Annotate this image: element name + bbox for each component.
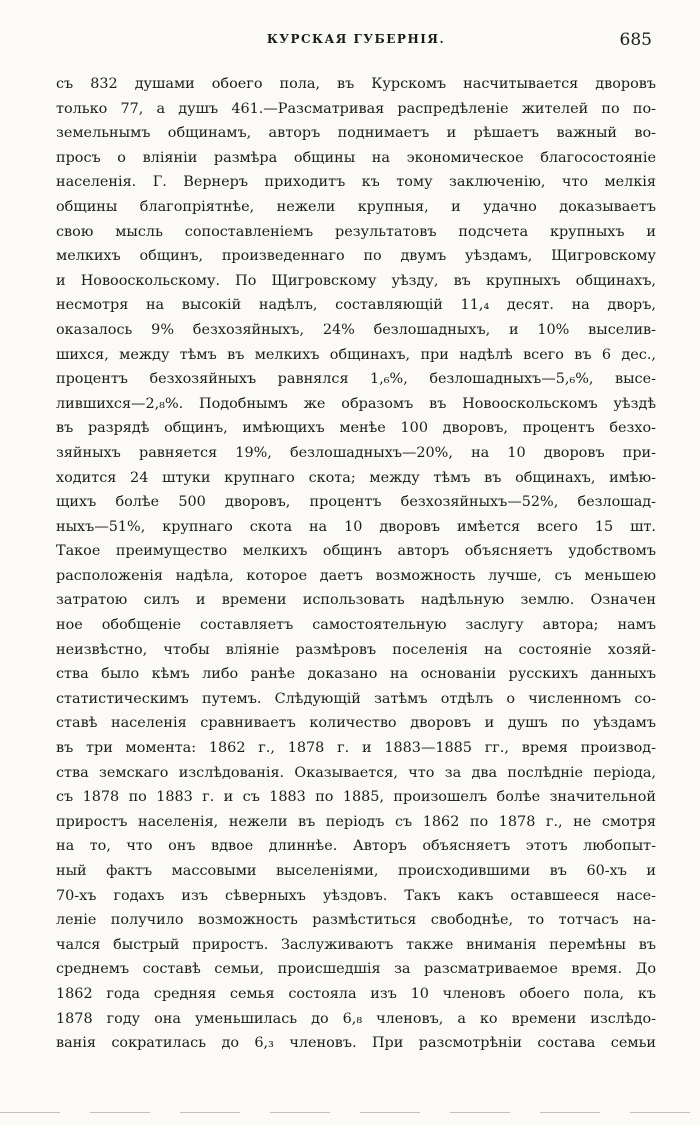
text-line: приростъ населенія, нежели въ періодъ съ 1862 по 1878 г., не смотря [56, 813, 656, 830]
text-line: расположенія надѣла, которое даетъ возможность лучше, съ меньшею [56, 567, 656, 584]
text-line: населенія. Г. Вернеръ приходитъ къ тому заключенію, что мелкія [56, 174, 656, 191]
text-line: Такое преимущество мелкихъ общинъ авторъ объясняетъ удобствомъ [56, 543, 656, 560]
text-line: только 77, а душъ 461.—Разсматривая распредѣленіе жителей по по- [56, 100, 656, 117]
text-line: ства земскаго изслѣдованія. Оказывается, что за два послѣдніе періода, [56, 764, 656, 781]
text-line: свою мысль сопоставленіемъ результатовъ подсчета крупныхъ и [56, 223, 656, 240]
running-title: КУРСКАЯ ГУБЕРНІЯ. [266, 32, 446, 46]
text-line: съ 1878 по 1883 г. и съ 1883 по 1885, произошелъ болѣе значительной [56, 789, 656, 806]
text-line: шихся, между тѣмъ въ мелкихъ общинахъ, при надѣлѣ всего въ 6 дес., [56, 346, 656, 363]
text-line: ныхъ—51%, крупнаго скота на 10 дворовъ имѣется всего 15 шт. [56, 518, 656, 535]
text-line: 70-хъ годахъ изъ сѣверныхъ уѣздовъ. Такъ какъ оставшееся насе- [56, 887, 656, 904]
text-line: мелкихъ общинъ, произведеннаго по двумъ уѣздамъ, Щигровскому [56, 248, 656, 265]
text-line: земельнымъ общинамъ, авторъ поднимаетъ и рѣшаетъ важный во- [56, 125, 656, 142]
text-line: ходится 24 штуки крупнаго скота; между тѣмъ въ общинахъ, имѣю- [56, 469, 656, 486]
text-line: зяйныхъ равняется 19%, безлошадныхъ—20%, на 10 дворовъ при- [56, 444, 656, 461]
text-line: общины благопріятнѣе, нежели крупныя, и удачно доказываетъ [56, 198, 656, 215]
text-line: 1862 года средняя семья состояла изъ 10 членовъ обоего пола, къ [56, 985, 656, 1002]
text-line: ное обобщеніе составляетъ самостоятельную заслугу автора; намъ [56, 617, 656, 634]
text-line: процентъ безхозяйныхъ равнялся 1,₆%, безлошадныхъ—5,₆%, высе- [56, 371, 656, 388]
page-edge-line [0, 1112, 700, 1113]
body-text [56, 72, 656, 1056]
text-line: ставѣ населенія сравниваетъ количество дворовъ и душъ по уѣздамъ [56, 715, 656, 732]
text-line: щихъ болѣе 500 дворовъ, процентъ безхозяйныхъ—52%, безлошад- [56, 494, 656, 511]
text-line: леніе получило возможность размѣститься свободнѣе, то тотчасъ на- [56, 912, 656, 929]
text-line: въ три момента: 1862 г., 1878 г. и 1883—1885 гг., время производ- [56, 740, 656, 757]
text-line: и Новооскольскому. По Щигровскому уѣзду, въ крупныхъ общинахъ, [56, 272, 656, 289]
text-line: съ 832 душами обоего пола, въ Курскомъ насчитывается дворовъ [56, 76, 656, 92]
text-line: ства было кѣмъ либо ранѣе доказано на основаніи русскихъ данныхъ [56, 666, 656, 683]
text-line: 1878 году она уменьшилась до 6,₈ членовъ, а ко времени изслѣдо- [56, 1010, 656, 1027]
text-line: оказалось 9% безхозяйныхъ, 24% безлошадныхъ, и 10% выселив- [56, 321, 656, 338]
text-line: въ разрядѣ общинъ, имѣющихъ менѣе 100 дворовъ, процентъ безхо- [56, 420, 656, 437]
text-line: на то, что онъ вдвое длиннѣе. Авторъ объясняетъ этотъ любопыт- [56, 838, 656, 855]
text-line: статистическимъ путемъ. Слѣдующій затѣмъ отдѣлъ о численномъ со- [56, 690, 656, 707]
text-line: просъ о вліяніи размѣра общины на экономическое благосостояніе [56, 149, 656, 166]
running-header [56, 30, 656, 54]
text-line: среднемъ составѣ семьи, происшедшія за разсматриваемое время. До [56, 961, 656, 978]
text-line: ный фактъ массовыми выселеніями, происходившими въ 60-хъ и [56, 863, 656, 879]
text-line: ванія сократилась до 6,₃ членовъ. При разсмотрѣніи состава семьи [56, 1035, 656, 1052]
text-line: лившихся—2,₈%. Подобнымъ же образомъ въ Новооскольскомъ уѣздѣ [56, 395, 656, 412]
text-line: неизвѣстно, чтобы вліяніе размѣровъ поселенія на состояніе хозяй- [56, 641, 656, 658]
text-line: чался быстрый приростъ. Заслуживаютъ также вниманія перемѣны въ [56, 936, 656, 953]
text-line: несмотря на высокій надѣлъ, составляющій 11,₄ десят. на дворъ, [56, 297, 656, 314]
text-line: затратою силъ и времени использовать надѣльную землю. Означен [56, 592, 656, 609]
page-number: 685 [619, 30, 652, 50]
